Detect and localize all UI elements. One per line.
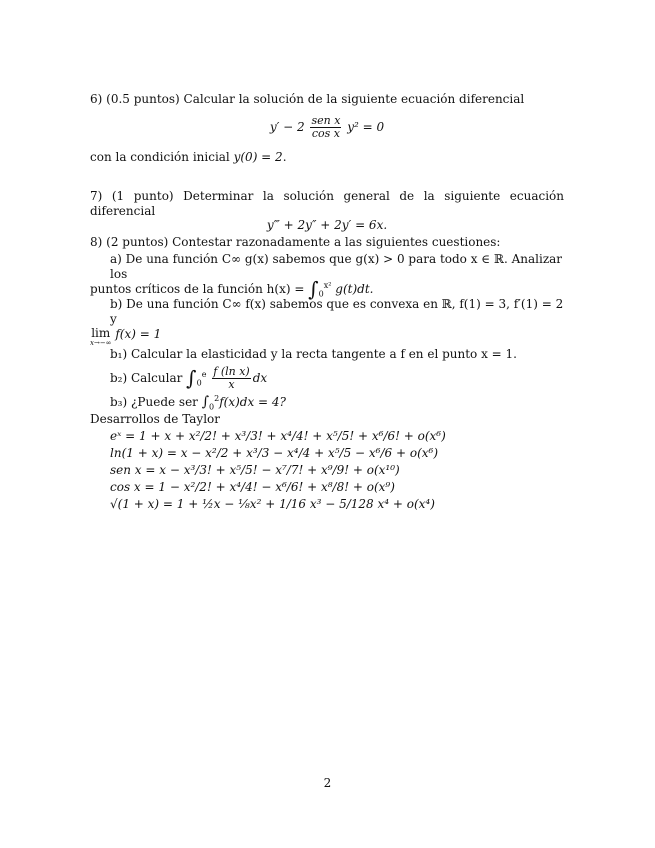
problem-6-equation xyxy=(90,115,564,140)
p8b2-fraction xyxy=(212,366,250,391)
problem-8a-line2 xyxy=(90,277,564,301)
p8b2-int-lower: 0 xyxy=(196,378,202,388)
p6-condition-suffix: . xyxy=(282,150,287,164)
taylor-ln: ln(1 + x) = x − x²/2 + x³/3 − x⁴/4 + x⁵/5 − x⁶/6 + o(x⁶) xyxy=(110,446,439,460)
p6-frac-num: sen x xyxy=(311,114,341,127)
problem-8b-line1: b) De una función C∞ f(x) sabemos que es convexa en ℝ, f(1) = 3, f′(1) = 2 y xyxy=(110,297,564,326)
integral-symbol: ∫ xyxy=(186,366,197,390)
p8b2-num: f (ln x) xyxy=(213,365,250,378)
p8b2-int-upper: e xyxy=(201,370,207,379)
lim-word: lim xyxy=(91,326,111,340)
p8b3-prefix: b₃) ¿Puede ser xyxy=(110,395,202,409)
p8a-int-lower: 0 xyxy=(318,289,324,299)
page-number: 2 xyxy=(323,776,332,790)
p6-condition-prefix: con la condición inicial xyxy=(90,150,234,164)
taylor-cos: cos x = 1 − x²/2! + x⁴/4! − x⁶/6! + x⁸/8! + o(x⁹) xyxy=(110,480,395,494)
problem-8b1: b₁) Calcular la elasticidad y la recta tangente a f en el punto x = 1. xyxy=(110,347,517,361)
problem-8-intro: 8) (2 puntos) Contestar razonadamente a las siguientes cuestiones: xyxy=(90,235,501,249)
problem-6-condition xyxy=(90,150,564,165)
problem-8a-line1: a) De una función C∞ g(x) sabemos que g(x) > 0 para todo x ∈ ℝ. Analizar los xyxy=(110,252,563,281)
exam-content xyxy=(90,92,564,514)
p8b2-suffix: dx xyxy=(252,371,268,385)
taylor-exp: eˣ = 1 + x + x²/2! + x³/3! + x⁴/4! + x⁵/5! + x⁶/6! + o(x⁶) xyxy=(110,429,446,443)
problem-8b2 xyxy=(90,366,564,391)
lim-subscript: x→−∞ xyxy=(90,339,112,347)
problem-7-line1: 7) (1 punto) Determinar la solución general de la siguiente ecuación xyxy=(90,189,564,203)
limit-operator xyxy=(90,327,112,347)
p6-frac-den: cos x xyxy=(311,127,341,140)
taylor-heading: Desarrollos de Taylor xyxy=(90,412,221,426)
taylor-sqrt: √(1 + x) = 1 + ½x − ⅛x² + 1/16 x³ − 5/128 x⁴ + o(x⁴) xyxy=(110,497,435,511)
taylor-sen: sen x = x − x³/3! + x⁵/5! − x⁷/7! + x⁹/9! + o(x¹⁰) xyxy=(110,463,400,477)
problem-6-intro: 6) (0.5 puntos) Calcular la solución de la siguiente ecuación diferencial xyxy=(90,92,525,106)
integral-symbol: ∫ xyxy=(308,277,319,301)
p8a-suffix: g(t)dt. xyxy=(335,282,374,296)
taylor-list xyxy=(90,429,564,512)
p6-eq-left: y′ − 2 xyxy=(269,120,305,134)
lim-expression: f(x) = 1 xyxy=(111,327,162,341)
p6-fraction xyxy=(310,115,341,140)
p8b3-int-lower: 0 xyxy=(209,402,215,412)
p6-condition-math: y(0) = 2 xyxy=(233,150,283,164)
problem-7-line2: diferencial xyxy=(90,204,156,218)
p8b3-int-upper: 2 xyxy=(214,394,220,403)
p8a-int-upper: x² xyxy=(323,281,332,290)
p8b2-den: x xyxy=(228,378,235,391)
p6-eq-right: y² = 0 xyxy=(347,120,385,134)
p8b3-suffix: f(x)dx = 4? xyxy=(219,395,286,409)
problem-8b-limit xyxy=(90,327,564,347)
problem-7-equation: y‴ + 2y″ + 2y′ = 6x. xyxy=(266,218,388,232)
integral-symbol: ∫ xyxy=(201,394,210,410)
p8a-prefix: puntos críticos de la función h(x) = xyxy=(90,282,309,296)
problem-8b3 xyxy=(90,395,564,410)
p8b2-prefix: b₂) Calcular xyxy=(110,371,183,385)
